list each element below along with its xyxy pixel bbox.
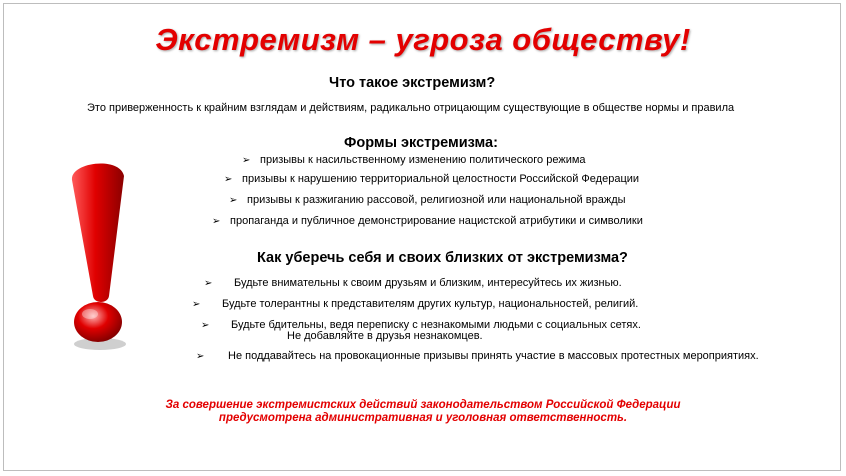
page-title: Экстремизм – угроза обществу! <box>155 22 691 57</box>
protect-item: ➢ Не поддавайтесь на провокационные призывы принять участие в массовых протестных мероприятиях. <box>196 350 759 362</box>
forms-item: ➢ призывы к нарушению территориальной целостности Российской Федерации <box>224 173 640 185</box>
exclamation-mark-icon <box>64 154 134 359</box>
forms-heading: Формы экстремизма: <box>344 135 498 151</box>
definition-heading: Что такое экстремизм? <box>329 75 496 91</box>
bullet-arrow-icon: ➢ <box>201 320 210 331</box>
slide <box>3 3 841 471</box>
bullet-arrow-icon: ➢ <box>204 278 213 289</box>
protect-heading: Как уберечь себя и своих близких от экстремизма? <box>257 250 628 266</box>
bullet-arrow-icon: ➢ <box>224 174 233 185</box>
forms-item: ➢ призывы к разжиганию рассовой, религиозной или национальной вражды <box>229 194 626 206</box>
protect-item: ➢ Будьте бдительны, ведя переписку с незнакомыми людьми с социальных сетях. <box>201 319 641 331</box>
bullet-arrow-icon: ➢ <box>242 155 251 166</box>
bullet-arrow-icon: ➢ <box>196 351 205 362</box>
protect-item: ➢ Будьте внимательны к своим друзьям и близким, интересуйтесь их жизнью. <box>204 277 622 289</box>
bullet-arrow-icon: ➢ <box>212 216 221 227</box>
warning-line-1: За совершение экстремистских действий законодательством Российской Федерации <box>165 399 681 411</box>
bullet-arrow-icon: ➢ <box>229 195 238 206</box>
warning-line-2: предусмотрена административная и уголовная ответственность. <box>218 412 628 424</box>
forms-item: ➢ призывы к насильственному изменению политического режима <box>242 154 586 166</box>
protect-item: ➢ Будьте толерантны к представителям других культур, национальностей, религий. <box>192 298 639 310</box>
protect-item-continuation: Не добавляйте в друзья незнакомцев. <box>287 330 483 342</box>
definition-text: Это приверженность к крайним взглядам и действиям, радикально отрицающим существующие в обществе нормы и правила <box>87 102 735 114</box>
bullet-arrow-icon: ➢ <box>192 299 201 310</box>
forms-item: ➢ пропаганда и публичное демонстрирование нацистской атрибутики и символики <box>212 215 643 227</box>
